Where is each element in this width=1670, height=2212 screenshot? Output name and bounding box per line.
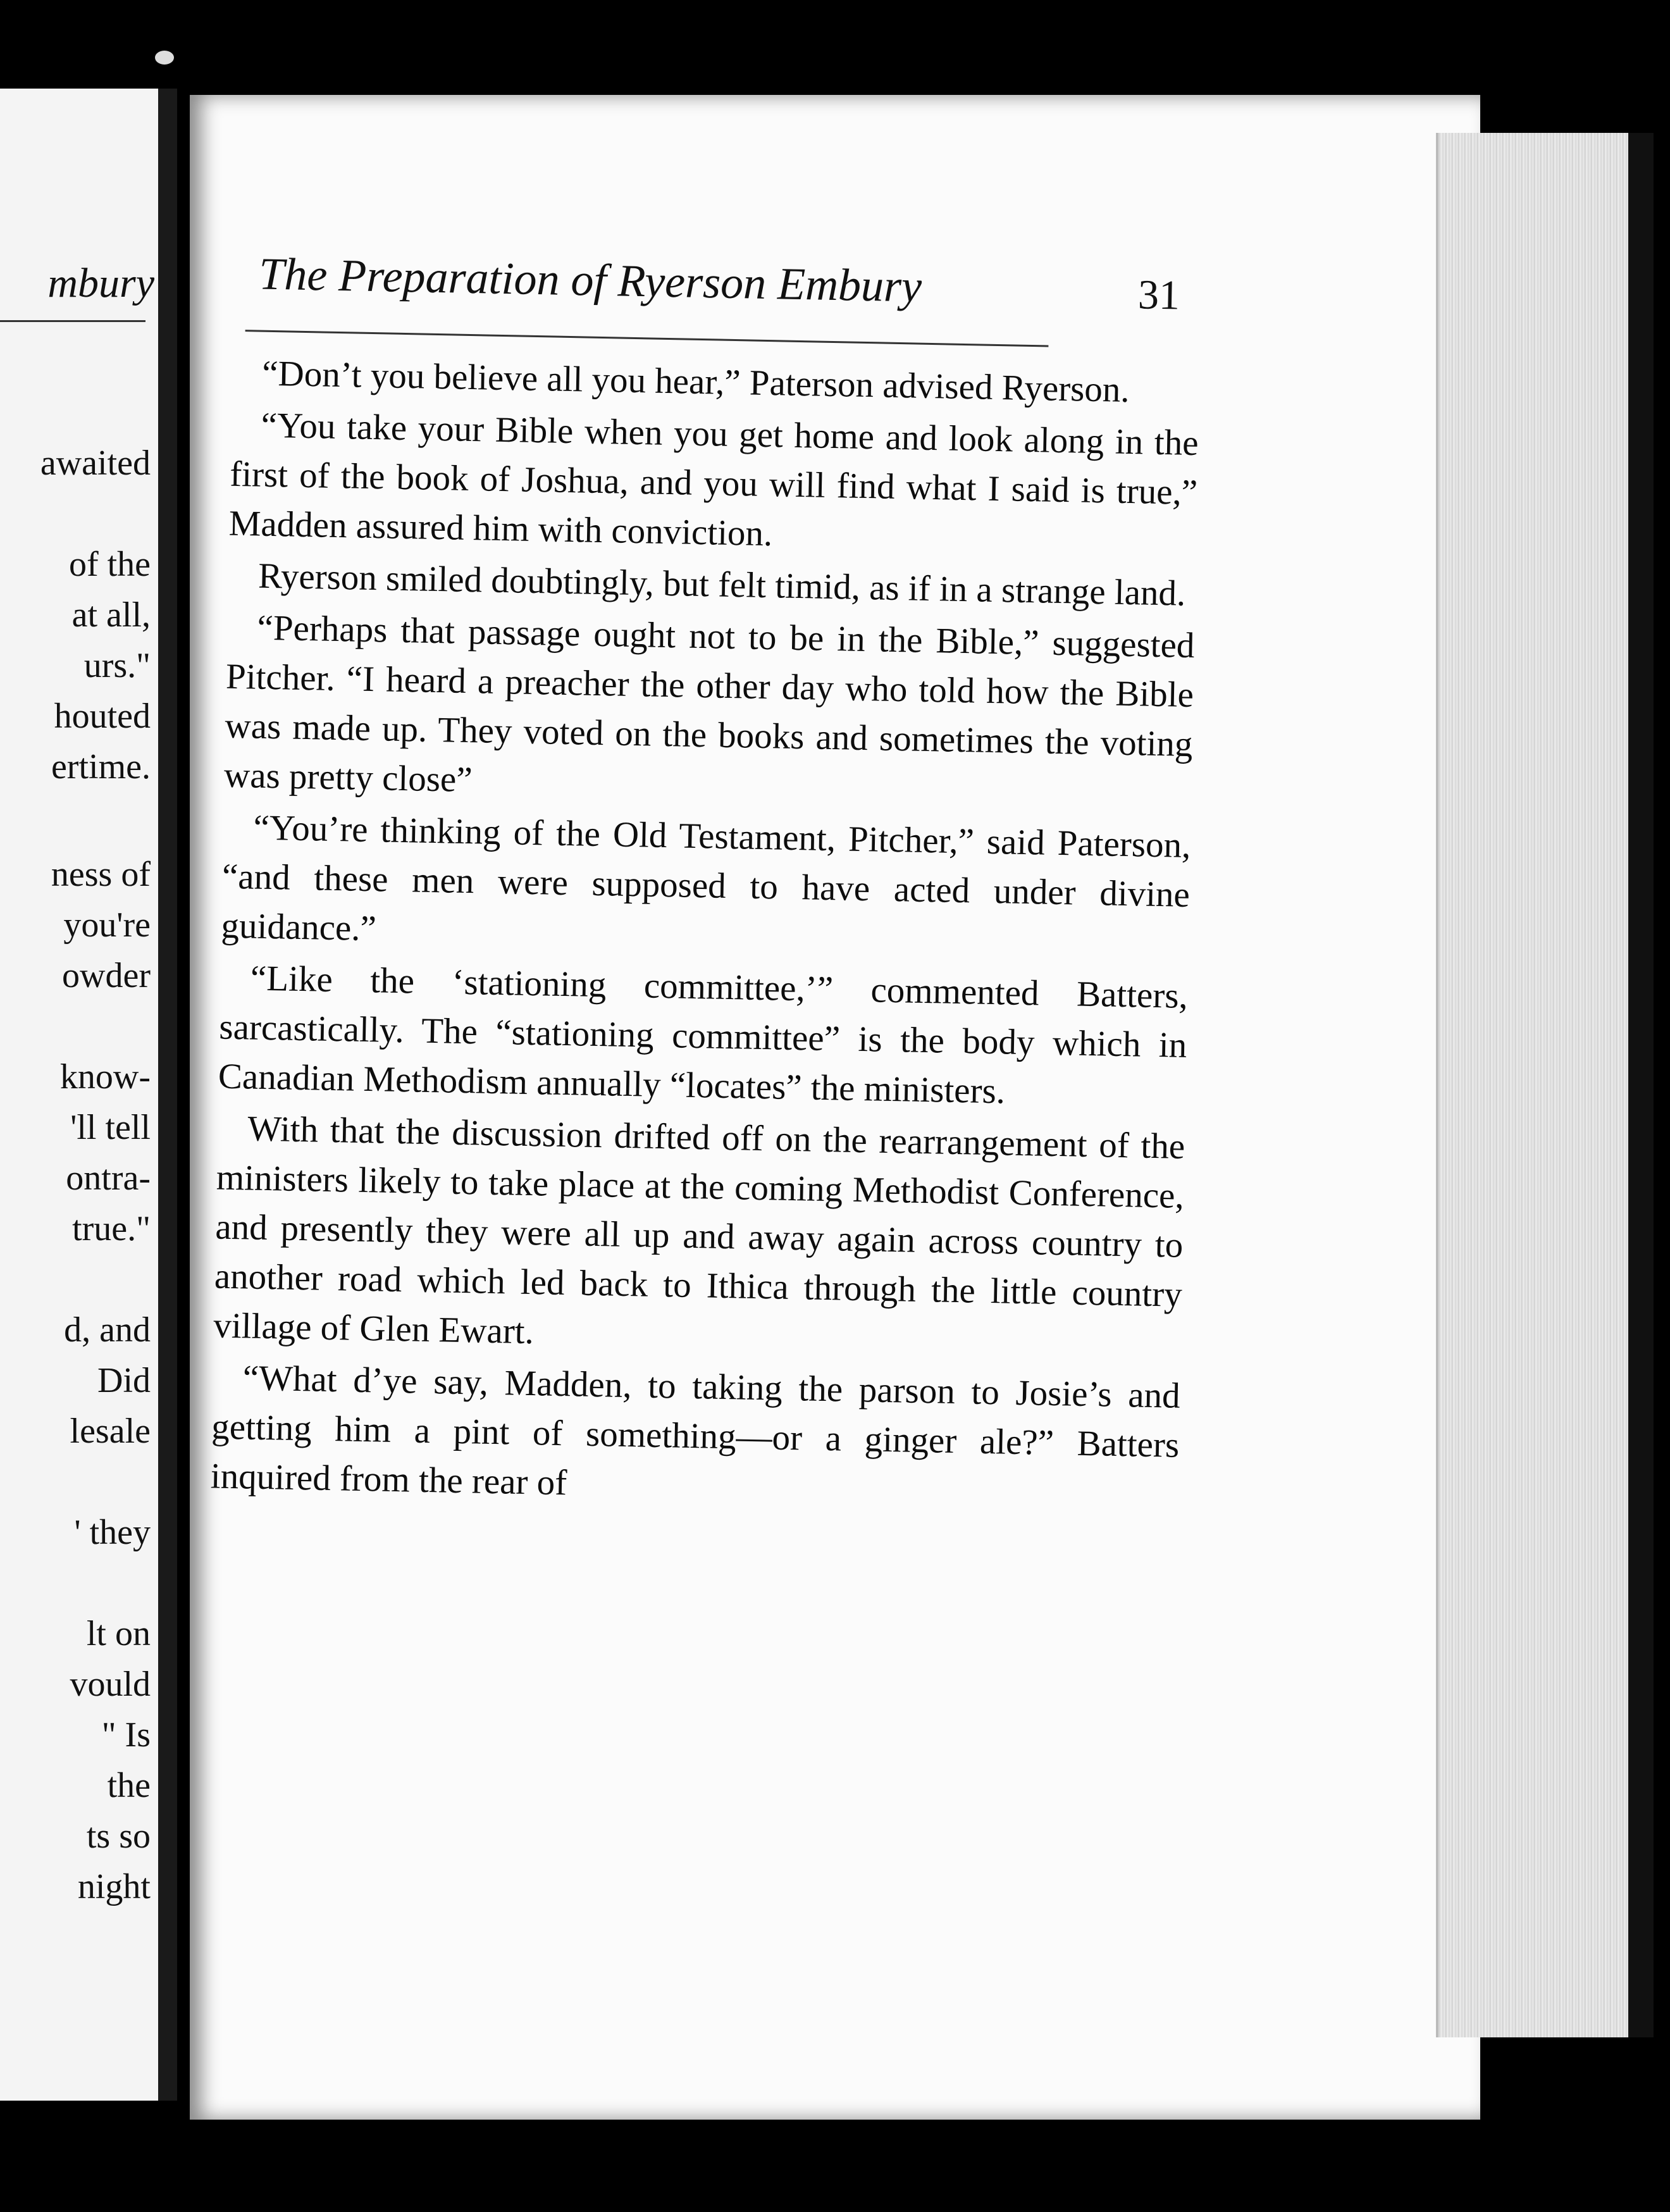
left-line: ness of [51, 855, 151, 894]
left-line: awaited [40, 444, 151, 483]
left-line: Did [97, 1361, 151, 1400]
left-line: know- [59, 1057, 151, 1097]
left-line: lesale [70, 1412, 151, 1451]
paragraph: “You’re thinking of the Old Testament, Pitcher,” said Paterson, “and these men were supposed to have acted under divine guidance.” [220, 807, 1191, 949]
left-line: ertime. [51, 747, 151, 786]
paragraph: Ryerson smiled doubtingly, but felt timid, as if in a strange land. [257, 556, 1186, 614]
left-facing-page [0, 89, 177, 2101]
left-line: night [77, 1867, 151, 1906]
left-line: you're [63, 905, 151, 945]
left-line: ontra- [66, 1159, 151, 1198]
left-running-head: mbury [47, 260, 154, 306]
paragraph: “Like the ‘stationing committee,’” commented Batters, sarcastically. The “stationing committee” is the body which in Canadian Methodism annually “locates” the ministers. [218, 958, 1189, 1112]
left-line: lt on [86, 1614, 151, 1653]
left-line: owder [62, 956, 151, 995]
paragraph: “You take your Bible when you get home and look along in the first of the book of Joshua, and you will find what I said is true,” Madden assured him with conviction. [228, 405, 1199, 554]
paragraph: “Perhaps that passage ought not to be in the Bible,” suggested Pitcher. “I heard a preacher the other day who told how the Bible was made up. They voted on the books and sometimes the voting was pretty close” [223, 607, 1195, 800]
left-line: vould [70, 1665, 151, 1704]
left-line: the [107, 1766, 151, 1805]
left-line: houted [54, 697, 151, 736]
paragraph: With that the discussion drifted off on the rearrangement of the ministers likely to take place at the coming Methodist Conference, and presently they were all up and away again across country to another road which led back to Ithica through the little country village of Glen Ewart. [213, 1109, 1185, 1352]
left-line: 'll tell [70, 1108, 151, 1147]
running-head: The Preparation of Ryerson Embury [258, 248, 922, 312]
left-head-rule [0, 320, 145, 322]
scan-smudge [155, 51, 174, 65]
paragraph: “What d’ye say, Madden, to taking the parson to Josie’s and getting him a pint of something—or a ginger ale?” Batters inquired from the rear of [210, 1358, 1181, 1503]
left-line: " Is [101, 1715, 151, 1755]
body-text [210, 349, 1200, 1522]
left-line: true." [72, 1209, 151, 1248]
left-line: at all, [71, 595, 151, 635]
page-number: 31 [1137, 271, 1180, 319]
left-line: urs." [84, 646, 151, 685]
left-line: ts so [86, 1817, 151, 1856]
left-line: ' they [74, 1513, 151, 1552]
paragraph: “Don’t you believe all you hear,” Paterson advised Ryerson. [261, 353, 1130, 410]
left-line: of the [68, 545, 151, 584]
page-edge-stack [1436, 133, 1654, 2037]
left-line: d, and [64, 1310, 151, 1350]
